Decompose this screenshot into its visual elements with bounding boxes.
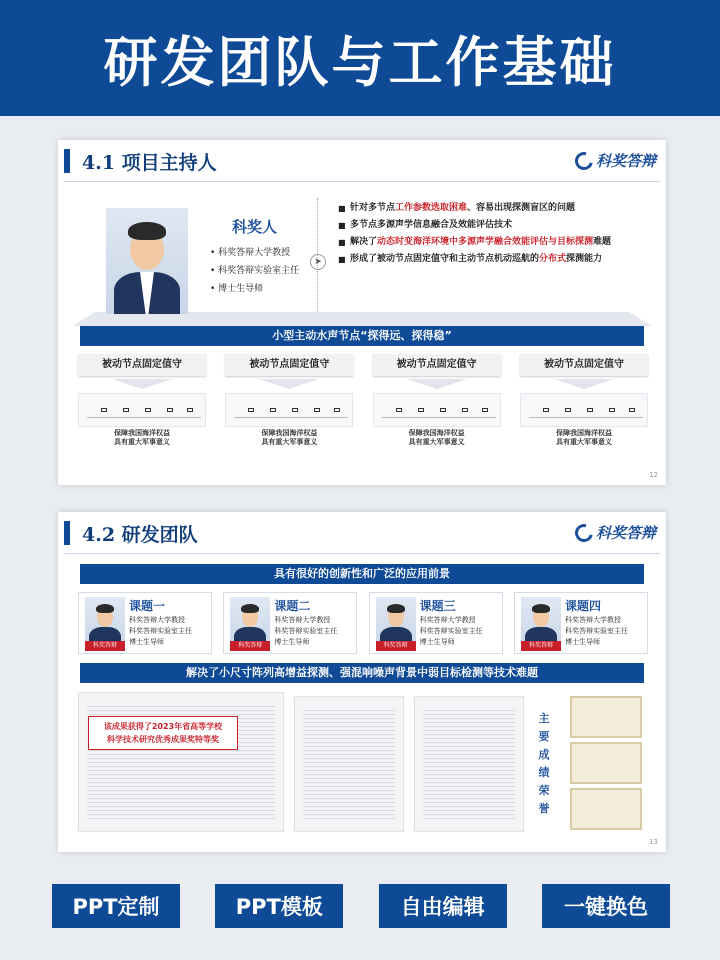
member-roles: 科奖答辩大学教授 科奖答辩实验室主任 博士生导师 <box>419 616 483 646</box>
member-roles: 科奖答辩大学教授 科奖答辩实验室主任 博士生导师 <box>564 616 628 646</box>
mode-label: 被动节点固定值守 <box>225 354 353 376</box>
achievement-item: ■ 针对多节点工作参数选取困难、容易出现探测盲区的问题 <box>338 200 638 217</box>
honor-label: 主要成绩荣誉 <box>538 712 550 815</box>
logo-text: 科奖答辩 <box>595 152 656 170</box>
mode-card <box>520 354 648 447</box>
host-role: • 博士生导师 <box>210 280 299 298</box>
slide-preview-1 <box>58 140 666 485</box>
header-rule <box>64 181 660 182</box>
team-member-card <box>223 592 357 654</box>
mode-row <box>78 354 648 447</box>
section-band: 解决了小尺寸阵列高增益探测、强混响噪声背景中弱目标检测等技术难题 <box>80 663 644 683</box>
section-band: 具有很好的创新性和广泛的应用前景 <box>80 564 644 584</box>
page-number: 12 <box>649 471 658 479</box>
achievement-item: ■ 多节点多源声学信息融合及效能评估技术 <box>338 217 638 234</box>
member-roles: 科奖答辩大学教授 科奖答辩实验室主任 博士生导师 <box>129 616 192 646</box>
slide-title: 4.2 研发团队 <box>82 524 198 546</box>
photo-caption: 科奖答辩 <box>230 641 270 651</box>
free-edit-button[interactable]: 自由编辑 <box>379 884 507 928</box>
brand-logo <box>575 150 656 171</box>
feature-buttons <box>52 884 670 928</box>
team-member-card <box>514 592 648 654</box>
document-thumbnail <box>294 696 404 832</box>
brand-logo <box>575 522 656 543</box>
host-name: 科奖人 <box>232 218 278 236</box>
logo-icon <box>572 148 597 173</box>
boxplot-thumbnail <box>225 393 353 427</box>
member-photo <box>376 597 416 651</box>
boxplot-thumbnail <box>520 393 648 427</box>
host-card <box>92 192 330 314</box>
host-achievements <box>338 200 638 268</box>
logo-icon <box>572 520 597 545</box>
chevron-down-icon <box>407 379 467 389</box>
mode-note: 保障我国海洋权益 具有重大军事意义 <box>555 429 612 446</box>
mode-note: 保障我国海洋权益 具有重大军事意义 <box>408 429 465 446</box>
photo-caption: 科奖答辩 <box>521 641 561 651</box>
trapezoid-backdrop <box>72 312 652 326</box>
boxplot-thumbnail <box>78 393 206 427</box>
header-rule <box>64 553 660 554</box>
certificate-thumbnail <box>570 696 642 738</box>
arrow-right-icon: ➤ <box>310 254 326 270</box>
slide-title: 4.1 项目主持人 <box>82 152 217 174</box>
mode-note: 保障我国海洋权益 具有重大军事意义 <box>114 429 170 446</box>
mode-note: 保障我国海洋权益 具有重大军事意义 <box>261 429 318 446</box>
member-topic: 课题二 <box>274 599 311 613</box>
member-photo <box>230 597 270 651</box>
photo-caption: 科奖答辩 <box>85 641 125 651</box>
team-member-card <box>78 592 212 654</box>
member-topic: 课题三 <box>419 599 456 613</box>
section-band: 小型主动水声节点“探得远、探得稳” <box>80 326 644 346</box>
header-accent-bar <box>64 521 70 545</box>
team-row <box>78 592 648 654</box>
photo-caption: 科奖答辩 <box>376 641 416 651</box>
slide-preview-2 <box>58 512 666 852</box>
chevron-down-icon <box>259 379 319 389</box>
chevron-down-icon <box>554 379 614 389</box>
header-accent-bar <box>64 149 70 173</box>
award-callout: 该成果获得了2023年省高等学校 科学技术研究优秀成果奖特等奖 <box>88 716 238 750</box>
host-role: • 科奖答辩实验室主任 <box>210 262 299 280</box>
mode-label: 被动节点固定值守 <box>520 354 648 376</box>
page-number: 13 <box>649 838 658 846</box>
achievement-item: ■ 形成了被动节点固定值守和主动节点机动巡航的分布式探测能力 <box>338 251 638 268</box>
member-photo <box>85 597 125 651</box>
banner-title: 研发团队与工作基础 <box>103 30 617 94</box>
achievement-item: ■ 解决了动态时变海洋环境中多源声学融合效能评估与目标探测难题 <box>338 234 638 251</box>
member-topic: 课题四 <box>564 599 601 613</box>
member-photo <box>521 597 561 651</box>
host-roles <box>210 244 299 298</box>
slide-header <box>58 512 666 554</box>
host-role: • 科奖答辩大学教授 <box>210 244 299 262</box>
mode-label: 被动节点固定值守 <box>373 354 501 376</box>
banner <box>0 0 720 116</box>
certificate-thumbnail <box>570 742 642 784</box>
document-thumbnail <box>78 692 284 832</box>
slide-header <box>58 140 666 182</box>
logo-text: 科奖答辩 <box>595 524 656 542</box>
mode-card <box>373 354 501 447</box>
mode-card <box>225 354 353 447</box>
host-photo <box>106 208 188 314</box>
member-roles: 科奖答辩大学教授 科奖答辩实验室主任 博士生导师 <box>274 616 338 646</box>
team-member-card <box>369 592 503 654</box>
document-thumbnail <box>414 696 524 832</box>
chevron-down-icon <box>112 379 172 389</box>
certificate-thumbnail <box>570 788 642 830</box>
ppt-template-button[interactable]: PPT模板 <box>215 884 343 928</box>
mode-label: 被动节点固定值守 <box>78 354 206 376</box>
ppt-custom-button[interactable]: PPT定制 <box>52 884 180 928</box>
mode-card <box>78 354 206 447</box>
member-topic: 课题一 <box>129 599 166 613</box>
boxplot-thumbnail <box>373 393 501 427</box>
one-click-recolor-button[interactable]: 一键换色 <box>542 884 670 928</box>
